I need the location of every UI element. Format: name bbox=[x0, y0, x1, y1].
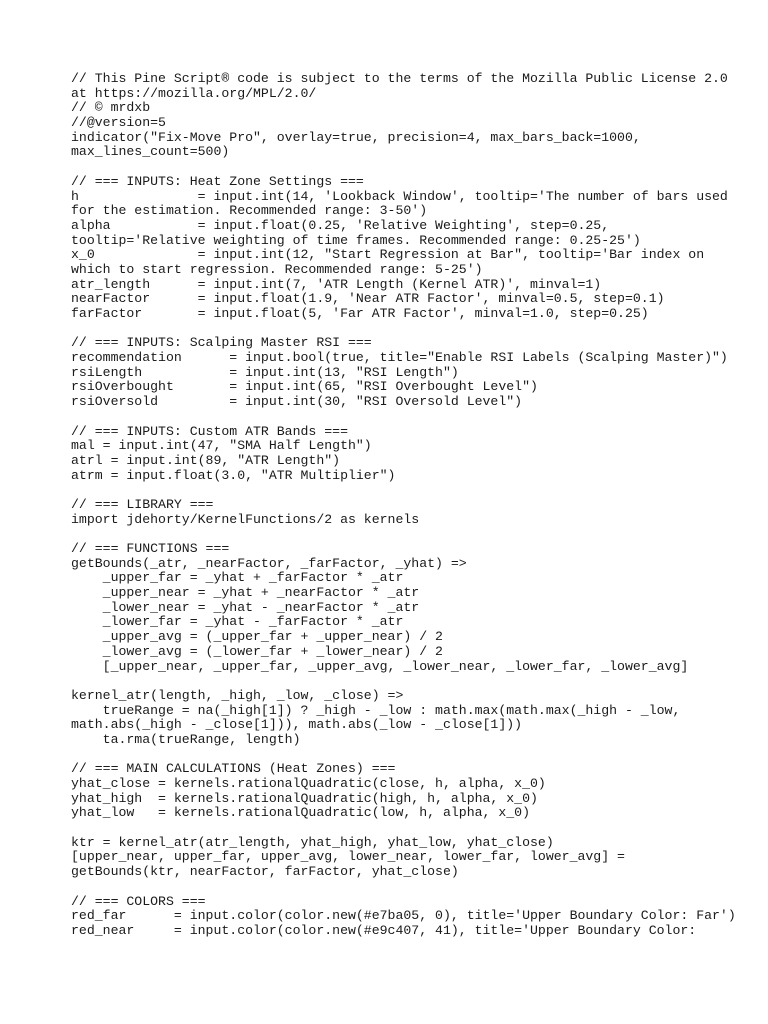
code-line: tooltip='Relative weighting of time frames. Recommended range: 0.25-25') bbox=[71, 232, 641, 248]
code-line: rsiLength = input.int(13, "RSI Length") bbox=[71, 364, 459, 380]
code-line bbox=[71, 880, 711, 895]
code-line: alpha = input.float(0.25, 'Relative Weighting', step=0.25, bbox=[71, 217, 610, 233]
code-line: [upper_near, upper_far, upper_avg, lower_near, lower_far, lower_avg] = bbox=[71, 849, 625, 865]
code-line: _upper_far = _yhat + _farFactor * _atr bbox=[71, 570, 404, 586]
code-line: // === INPUTS: Scalping Master RSI === bbox=[71, 335, 372, 351]
code-line: red_near = input.color(color.new(#e9c407, 41), title='Upper Boundary Color: bbox=[71, 922, 697, 938]
code-line: yhat_low = kernels.rationalQuadratic(low, h, alpha, x_0) bbox=[71, 805, 530, 821]
code-line: h = input.int(14, 'Lookback Window', tooltip='The number of bars used bbox=[71, 188, 728, 204]
code-line: farFactor = input.float(5, 'Far ATR Factor', minval=1.0, step=0.25) bbox=[71, 306, 649, 321]
code-line: getBounds(ktr, nearFactor, farFactor, yhat_close) bbox=[71, 864, 459, 880]
code-line: atr_length = input.int(7, 'ATR Length (Kernel ATR)', minval=1) bbox=[71, 276, 602, 292]
code-line: indicator("Fix-Move Pro", overlay=true, precision=4, max_bars_back=1000, bbox=[71, 129, 641, 145]
code-line: atrl = input.int(89, "ATR Length") bbox=[71, 452, 341, 468]
code-line: // === INPUTS: Custom ATR Bands === bbox=[71, 423, 348, 439]
code-line: // === COLORS === bbox=[71, 893, 206, 909]
code-line bbox=[71, 674, 711, 689]
code-line: _lower_near = _yhat - _nearFactor * _atr bbox=[71, 599, 420, 615]
code-line: rsiOverbought = input.int(65, "RSI Overbought Level") bbox=[71, 379, 538, 395]
code-line: which to start regression. Recommended range: 5-25') bbox=[71, 261, 483, 277]
code-line: // === LIBRARY === bbox=[71, 496, 214, 512]
code-line: trueRange = na(_high[1]) ? _high - _low : math.max(math.max(_high - _low, bbox=[71, 702, 681, 718]
code-block bbox=[71, 71, 736, 939]
code-line: ta.rma(trueRange, length) bbox=[71, 731, 301, 747]
code-line: ktr = kernel_atr(atr_length, yhat_high, yhat_low, yhat_close) bbox=[71, 834, 554, 850]
code-line: getBounds(_atr, _nearFactor, _farFactor, _yhat) => bbox=[71, 555, 467, 571]
code-line: //@version=5 bbox=[71, 115, 166, 131]
code-line: atrm = input.float(3.0, "ATR Multiplier") bbox=[71, 467, 396, 483]
code-line: _upper_near = _yhat + _nearFactor * _atr bbox=[71, 585, 420, 601]
code-line: max_lines_count=500) bbox=[71, 144, 230, 160]
code-line: math.abs(_high - _close[1])), math.abs(_low - _close[1])) bbox=[71, 717, 523, 733]
code-line: _upper_avg = (_upper_far + _upper_near) / 2 bbox=[71, 629, 443, 645]
code-line: red_far = input.color(color.new(#e7ba05, 0), title='Upper Boundary Color: Far') bbox=[71, 908, 736, 924]
code-line bbox=[71, 322, 711, 337]
code-line: // === FUNCTIONS === bbox=[71, 541, 230, 556]
code-line: _lower_avg = (_lower_far + _lower_near) / 2 bbox=[71, 643, 443, 659]
code-line: x_0 = input.int(12, "Start Regression at Bar", tooltip='Bar index on bbox=[71, 247, 705, 263]
code-line: // === INPUTS: Heat Zone Settings === bbox=[71, 173, 364, 189]
code-line bbox=[71, 483, 711, 498]
code-line bbox=[71, 160, 711, 175]
code-line: yhat_close = kernels.rationalQuadratic(close, h, alpha, x_0) bbox=[71, 776, 546, 791]
code-line: nearFactor = input.float(1.9, 'Near ATR Factor', minval=0.5, step=0.1) bbox=[71, 291, 665, 307]
code-line bbox=[71, 410, 711, 425]
code-line: yhat_high = kernels.rationalQuadratic(high, h, alpha, x_0) bbox=[71, 790, 538, 806]
code-line: [_upper_near, _upper_far, _upper_avg, _lower_near, _lower_far, _lower_avg] bbox=[71, 658, 689, 674]
code-line: kernel_atr(length, _high, _low, _close) => bbox=[71, 687, 404, 703]
code-line: mal = input.int(47, "SMA Half Length") bbox=[71, 438, 372, 454]
code-line: import jdehorty/KernelFunctions/2 as kernels bbox=[71, 511, 420, 527]
code-line: // === MAIN CALCULATIONS (Heat Zones) === bbox=[71, 761, 396, 777]
code-line: recommendation = input.bool(true, title="Enable RSI Labels (Scalping Master)") bbox=[71, 350, 728, 366]
code-line: // © mrdxb bbox=[71, 100, 151, 116]
code-line: // This Pine Script® code is subject to the terms of the Mozilla Public License 2.0 bbox=[71, 71, 728, 86]
code-line bbox=[71, 748, 711, 763]
code-line: rsiOversold = input.int(30, "RSI Oversold Level") bbox=[71, 394, 523, 410]
code-line bbox=[71, 527, 711, 542]
code-line: for the estimation. Recommended range: 3-50') bbox=[71, 203, 428, 219]
code-line: at https://mozilla.org/MPL/2.0/ bbox=[71, 85, 317, 101]
code-line: _lower_far = _yhat - _farFactor * _atr bbox=[71, 614, 404, 630]
code-line bbox=[71, 821, 711, 836]
